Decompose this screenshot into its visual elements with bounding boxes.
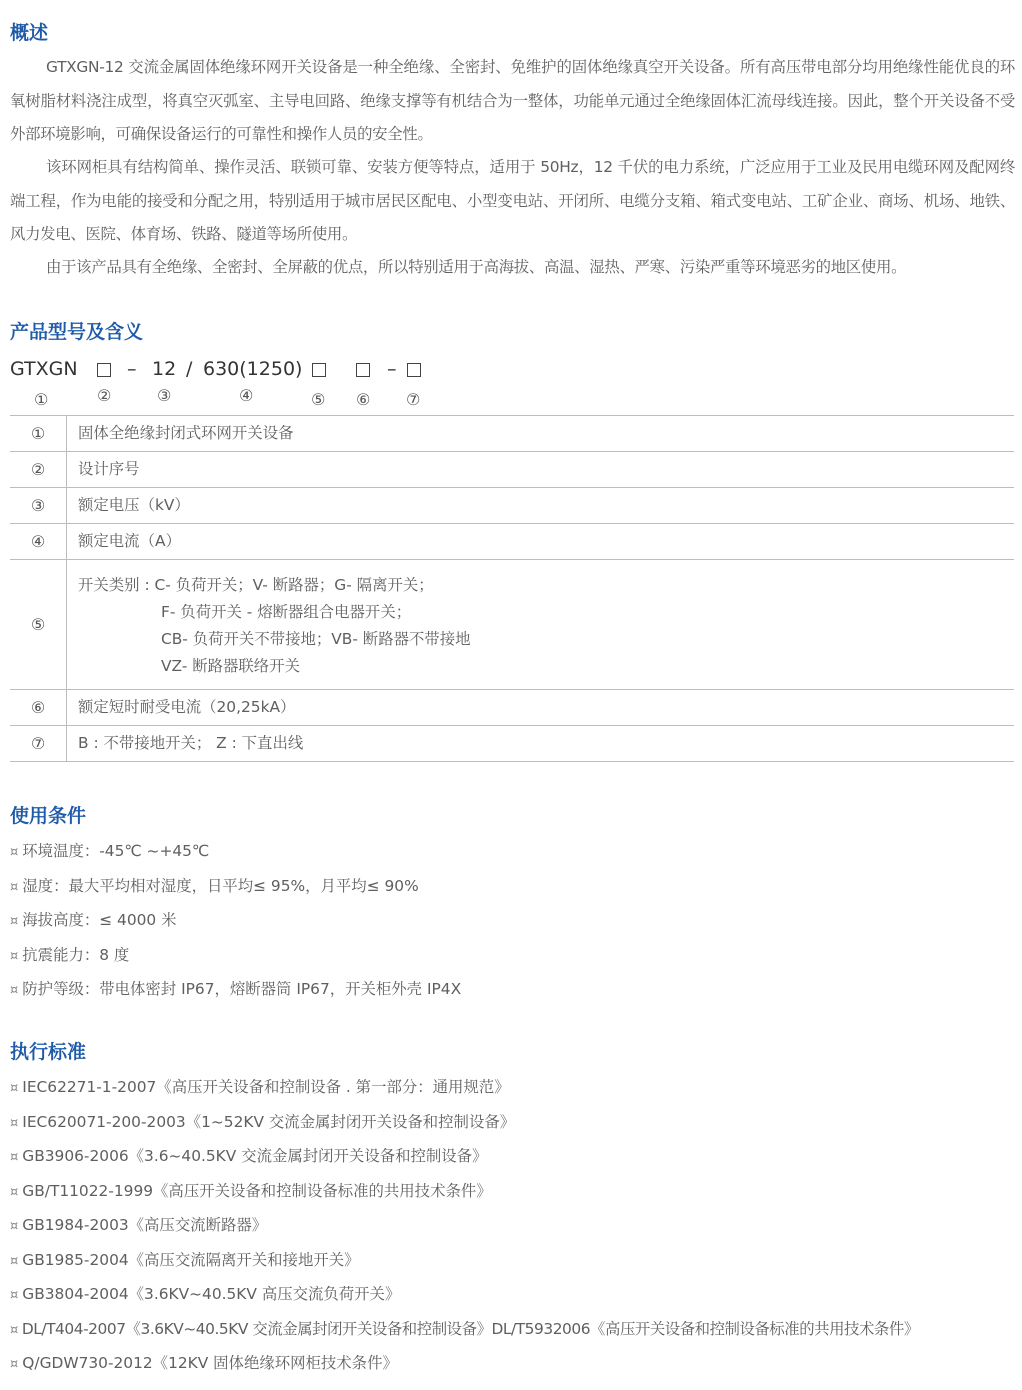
conditions-heading: 使用条件 bbox=[10, 805, 87, 827]
switch-type-line: VZ- 断路器联络开关 bbox=[161, 657, 300, 675]
row-number: ② bbox=[10, 452, 67, 487]
overview-paragraph-2: 该环网柜具有结构简单、操作灵活、联锁可靠、安装方便等特点，适用于 50Hz，12 千伏的电力系统，广泛应用于工业及民用电缆环网及配网终端工程，作为电能的接受和分配之用，特别适用于城市居民区配电、小型变电站、开闭所、电缆分支箱、箱式变电站、工矿企业、商场、机场、地铁、风力发电、医院、体育场、铁路、隧道等场所使用。 bbox=[10, 158, 1015, 243]
bullet-icon: ¤ bbox=[10, 914, 19, 929]
row-description: 固体全绝缘封闭式环网开关设备 bbox=[78, 424, 294, 442]
bullet-icon: ¤ bbox=[10, 845, 19, 860]
marker-3: ③ bbox=[157, 386, 172, 405]
marker-6: ⑥ bbox=[356, 390, 371, 409]
list-item: ¤ 海拔高度：≤ 4000 米 bbox=[10, 911, 177, 929]
standards-list bbox=[10, 1071, 919, 1382]
table-row bbox=[10, 726, 1014, 762]
marker-5: ⑤ bbox=[311, 390, 326, 409]
bullet-icon: ¤ bbox=[10, 1357, 19, 1372]
bullet-icon: ¤ bbox=[10, 1219, 19, 1234]
row-description bbox=[78, 560, 1014, 689]
list-item: ¤ GB3804-2004《3.6KV~40.5KV 高压交流负荷开关》 bbox=[10, 1285, 401, 1303]
bullet-icon: ¤ bbox=[10, 1184, 19, 1200]
conditions-list bbox=[10, 835, 461, 1008]
row-description: 额定电压（kV） bbox=[78, 496, 190, 514]
list-item: ¤ 防护等级：带电体密封 IP67，熔断器筒 IP67，开关柜外壳 IP4X bbox=[10, 980, 462, 998]
switch-type-line: 开关类别 : C- 负荷开关；V- 断路器；G- 隔离开关； bbox=[78, 576, 434, 594]
row-number: ⑦ bbox=[10, 726, 67, 761]
list-item: ¤ 湿度：最大平均相对湿度，日平均≤ 95%，月平均≤ 90% bbox=[10, 876, 419, 895]
switch-type-line: CB- 负荷开关不带接地；VB- 断路器不带接地 bbox=[161, 630, 471, 648]
model-meaning-table bbox=[10, 415, 1014, 762]
row-description: 额定电流（A） bbox=[78, 532, 181, 550]
table-row bbox=[10, 452, 1014, 488]
marker-7: ⑦ bbox=[406, 390, 421, 409]
table-row bbox=[10, 488, 1014, 524]
list-item: ¤ IEC62271-1-2007《高压开关设备和控制设备 . 第一部分：通用规范》 bbox=[10, 1078, 510, 1096]
table-row bbox=[10, 524, 1014, 560]
list-item: ¤ GB3906-2006《3.6~40.5KV 交流金属封闭开关设备和控制设备》 bbox=[10, 1147, 488, 1165]
model-heading: 产品型号及含义 bbox=[10, 321, 144, 343]
model-voltage: 12 bbox=[152, 358, 177, 380]
model-slash: / bbox=[186, 358, 193, 380]
bullet-icon: ¤ bbox=[10, 1288, 19, 1303]
bullet-icon: ¤ bbox=[10, 1081, 19, 1096]
table-row bbox=[10, 560, 1014, 690]
model-current: 630(1250) bbox=[203, 358, 303, 380]
marker-1: ① bbox=[34, 390, 49, 409]
row-number: ④ bbox=[10, 524, 67, 559]
marker-4: ④ bbox=[239, 386, 254, 405]
placeholder-box bbox=[407, 363, 421, 377]
bullet-icon: ¤ bbox=[10, 879, 19, 895]
bullet-icon: ¤ bbox=[10, 1150, 19, 1165]
overview-paragraph-3: 由于该产品具有全绝缘、全密封、全屏蔽的优点，所以特别适用于高海拔、高温、湿热、严寒、污染严重等环境恶劣的地区使用。 bbox=[46, 258, 907, 276]
row-number: ⑥ bbox=[10, 690, 67, 725]
bullet-icon: ¤ bbox=[10, 948, 19, 964]
bullet-icon: ¤ bbox=[10, 1322, 18, 1338]
list-item: ¤ GB1984-2003《高压交流断路器》 bbox=[10, 1216, 268, 1234]
model-dash: – bbox=[127, 358, 137, 380]
row-number: ① bbox=[10, 416, 67, 451]
list-item: ¤ IEC620071-200-2003《1~52KV 交流金属封闭开关设备和控制设备》 bbox=[10, 1112, 516, 1131]
list-item: ¤ Q/GDW730-2012《12KV 固体绝缘环网柜技术条件》 bbox=[10, 1354, 398, 1372]
overview-heading: 概述 bbox=[10, 22, 49, 44]
overview-paragraph-1: GTXGN-12 交流金属固体绝缘环网开关设备是一种全绝缘、全密封、免维护的固体绝缘真空开关设备。所有高压带电部分均用绝缘性能优良的环氧树脂材料浇注成型，将真空灭弧室、主导电回路、绝缘支撑等有机结合为一整体，功能单元通过全绝缘固体汇流母线连接。因此，整个开关设备不受外部环境影响，可确保设备运行的可靠性和操作人员的安全性。 bbox=[10, 58, 1015, 143]
model-dash: – bbox=[387, 358, 397, 380]
standards-heading: 执行标准 bbox=[10, 1041, 87, 1063]
row-number: ⑤ bbox=[10, 560, 67, 689]
bullet-icon: ¤ bbox=[10, 983, 19, 998]
marker-2: ② bbox=[97, 386, 112, 405]
list-item: ¤ 抗震能力：8 度 bbox=[10, 945, 130, 964]
placeholder-box bbox=[312, 363, 326, 377]
list-item: ¤ GB1985-2004《高压交流隔离开关和接地开关》 bbox=[10, 1250, 360, 1269]
list-item: ¤ GB/T11022-1999《高压开关设备和控制设备标准的共用技术条件》 bbox=[10, 1181, 492, 1200]
placeholder-box bbox=[97, 363, 111, 377]
row-description: B : 不带接地开关； Z : 下直出线 bbox=[78, 734, 304, 752]
model-prefix: GTXGN bbox=[10, 358, 78, 380]
list-item: ¤ 环境温度：-45℃ ~+45℃ bbox=[10, 842, 210, 860]
switch-type-line: F- 负荷开关 - 熔断器组合电器开关； bbox=[161, 603, 412, 621]
row-description: 设计序号 bbox=[78, 460, 140, 478]
row-number: ③ bbox=[10, 488, 67, 523]
table-row bbox=[10, 416, 1014, 452]
list-item: ¤ DL/T404-2007《3.6KV~40.5KV 交流金属封闭开关设备和控制设备》DL/T5932006《高压开关设备和控制设备标准的共用技术条件》 bbox=[10, 1319, 919, 1338]
bullet-icon: ¤ bbox=[10, 1253, 19, 1269]
placeholder-box bbox=[356, 363, 370, 377]
table-row bbox=[10, 690, 1014, 726]
bullet-icon: ¤ bbox=[10, 1115, 19, 1131]
row-description: 额定短时耐受电流（20,25kA） bbox=[78, 698, 296, 716]
